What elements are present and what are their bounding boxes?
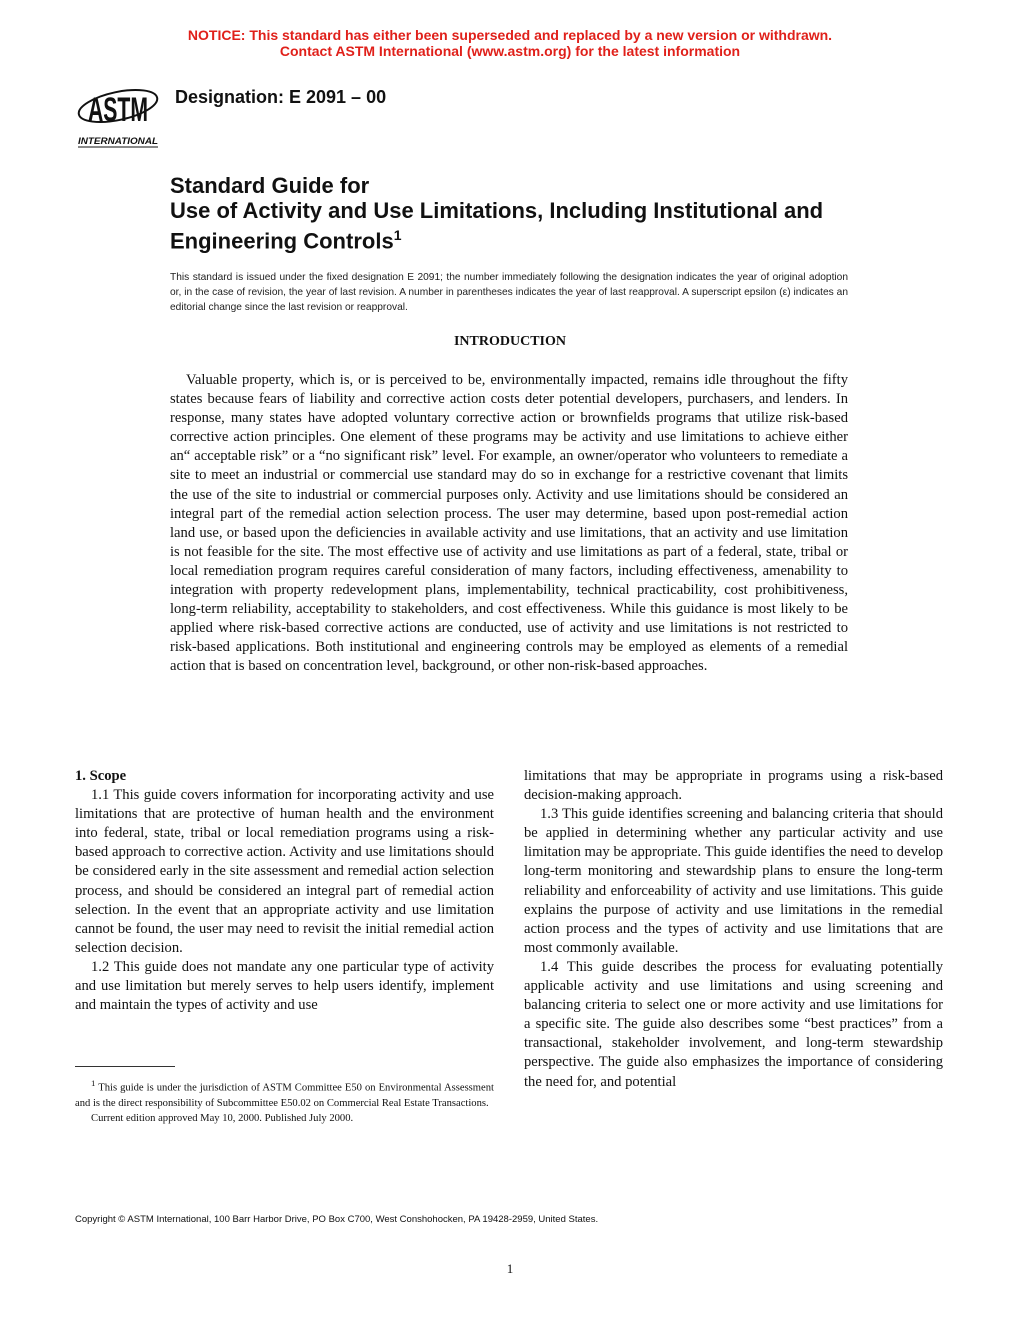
svg-text:ASTM: ASTM — [88, 91, 148, 129]
section-1-4: 1.4 This guide describes the process for evaluating potentially applicable activity and use limitations and using screening and balancing criteria to select one or more activity and use limitations for a specific site. The guide also describes some “best practices” from a transactional, stakeholder involvement, and long-term stewardship perspective. The guide also emphasizes the importance of considering the need for, and potential — [524, 958, 943, 1090]
section-1-2-cont: limitations that may be appropriate in programs using a risk-based decision-making approach. — [524, 768, 943, 804]
issued-note: This standard is issued under the fixed designation E 2091; the number immediately following the designation indicates the year of original adoption or, in the case of revision, the year of last revision. A number in parentheses indicates the year of last reapproval. A superscript epsilon (ε) indicates an editorial change since the last revision or reapproval. — [170, 272, 848, 313]
title-line-1: Standard Guide for — [170, 173, 370, 198]
supersede-notice — [0, 27, 1020, 59]
section-1-2: 1.2 This guide does not mandate any one particular type of activity and use limitation but merely serves to help users identify, implement and maintain the types of activity and use — [75, 958, 494, 1014]
introduction-heading: INTRODUCTION — [453, 334, 566, 349]
approval-note: Current edition approved May 10, 2000. Published July 2000. — [91, 1112, 354, 1124]
footnote-rule — [75, 1066, 175, 1067]
notice-line-2: Contact ASTM International (www.astm.org) for the latest information — [279, 43, 741, 59]
copyright: Copyright © ASTM International, 100 Barr Harbor Drive, PO Box C700, West Conshohocken, PA 19428-2959, United States. — [75, 1214, 599, 1225]
footnote — [75, 1076, 494, 1126]
title-line-2 — [170, 198, 870, 253]
section-1-3: 1.3 This guide identifies screening and balancing criteria that should be applied in determining whether any particular activity and use limitation may be appropriate. This guide identifies the need to develop long-term monitoring and stewardship plans to ensure the long-term reliability and enforceability of activity and use limitations. This guide explains the purpose of activity and use limitations in the remedial action process and the types of activity and use limitations that are most commonly available. — [524, 806, 943, 956]
astm-logo — [76, 74, 160, 148]
right-column — [524, 767, 943, 1092]
notice-line-1: NOTICE: This standard has either been superseded and replaced by a new version or withdrawn. — [187, 27, 833, 43]
footnote-mark: 1 — [91, 1078, 96, 1088]
title-main: Use of Activity and Use Limitations, Including Institutional and Engineering Controls — [170, 198, 824, 254]
left-column — [75, 767, 494, 1015]
document-title — [170, 173, 870, 253]
svg-text:INTERNATIONAL: INTERNATIONAL — [78, 136, 158, 146]
page-number: 1 — [506, 1261, 514, 1276]
designation: Designation: E 2091 – 00 — [175, 87, 387, 107]
scope-heading: 1. Scope — [75, 768, 127, 784]
footnote-1 — [75, 1076, 494, 1111]
footnote-text: This guide is under the jurisdiction of ASTM Committee E50 on Environmental Assessment and is the direct responsibility of Subcommittee E50.02 on Commercial Real Estate Transactions. — [75, 1082, 494, 1109]
title-footnote-mark: 1 — [393, 227, 402, 243]
section-1-1: 1.1 This guide covers information for incorporating activity and use limitations that are protective of human health and the environment into federal, state, tribal or local remediation programs using a risk-based approach to corrective action. Activity and use limitations should be considered early in the site assessment and remedial action selection process, and should be considered an integral part of remedial action selection. In the event that an appropriate activity and use limitation cannot be found, the user may need to revisit the initial remedial action selection decision. — [75, 787, 494, 956]
introduction-text: Valuable property, which is, or is perceived to be, environmentally impacted, remains idle throughout the fifty states because fears of liability and corrective action costs deter potential developers, purchasers, and lenders. In response, many states have adopted voluntary corrective action or brownfields programs that utilize risk-based corrective action principles. One element of these programs may be activity and use limitations to achieve either an“ acceptable risk” or a “no significant risk” level. For example, an owner/operator who volunteers to remediate a site to meet an industrial or commercial use standard may do so in exchange for a restrictive covenant that limits the use of the site to industrial or commercial purposes only. Activity and use limitations should be considered an integral part of the remedial action selection process. The user may determine, based upon post-remedial action land use, or based upon the deficiencies in available activity and use limitations, that an activity and use limitation is not feasible for the site. The most effective use of activity and use limitations as part of a federal, state, tribal or local remediation program requires careful consideration of many factors, including effectiveness, amenability to integration with property redevelopment plans, implementability, technical practicability, cost prohibitiveness, long-term reliability, acceptability to stakeholders, and cost effectiveness. While this guidance is most likely to be applied where risk-based corrective actions are conducted, use of activity and use limitations is not restricted to risk-based applications. Both institutional and engineering controls may be employed as elements of a remedial action that is based on concentration level, background, or other non-risk-based approaches. — [170, 372, 848, 675]
